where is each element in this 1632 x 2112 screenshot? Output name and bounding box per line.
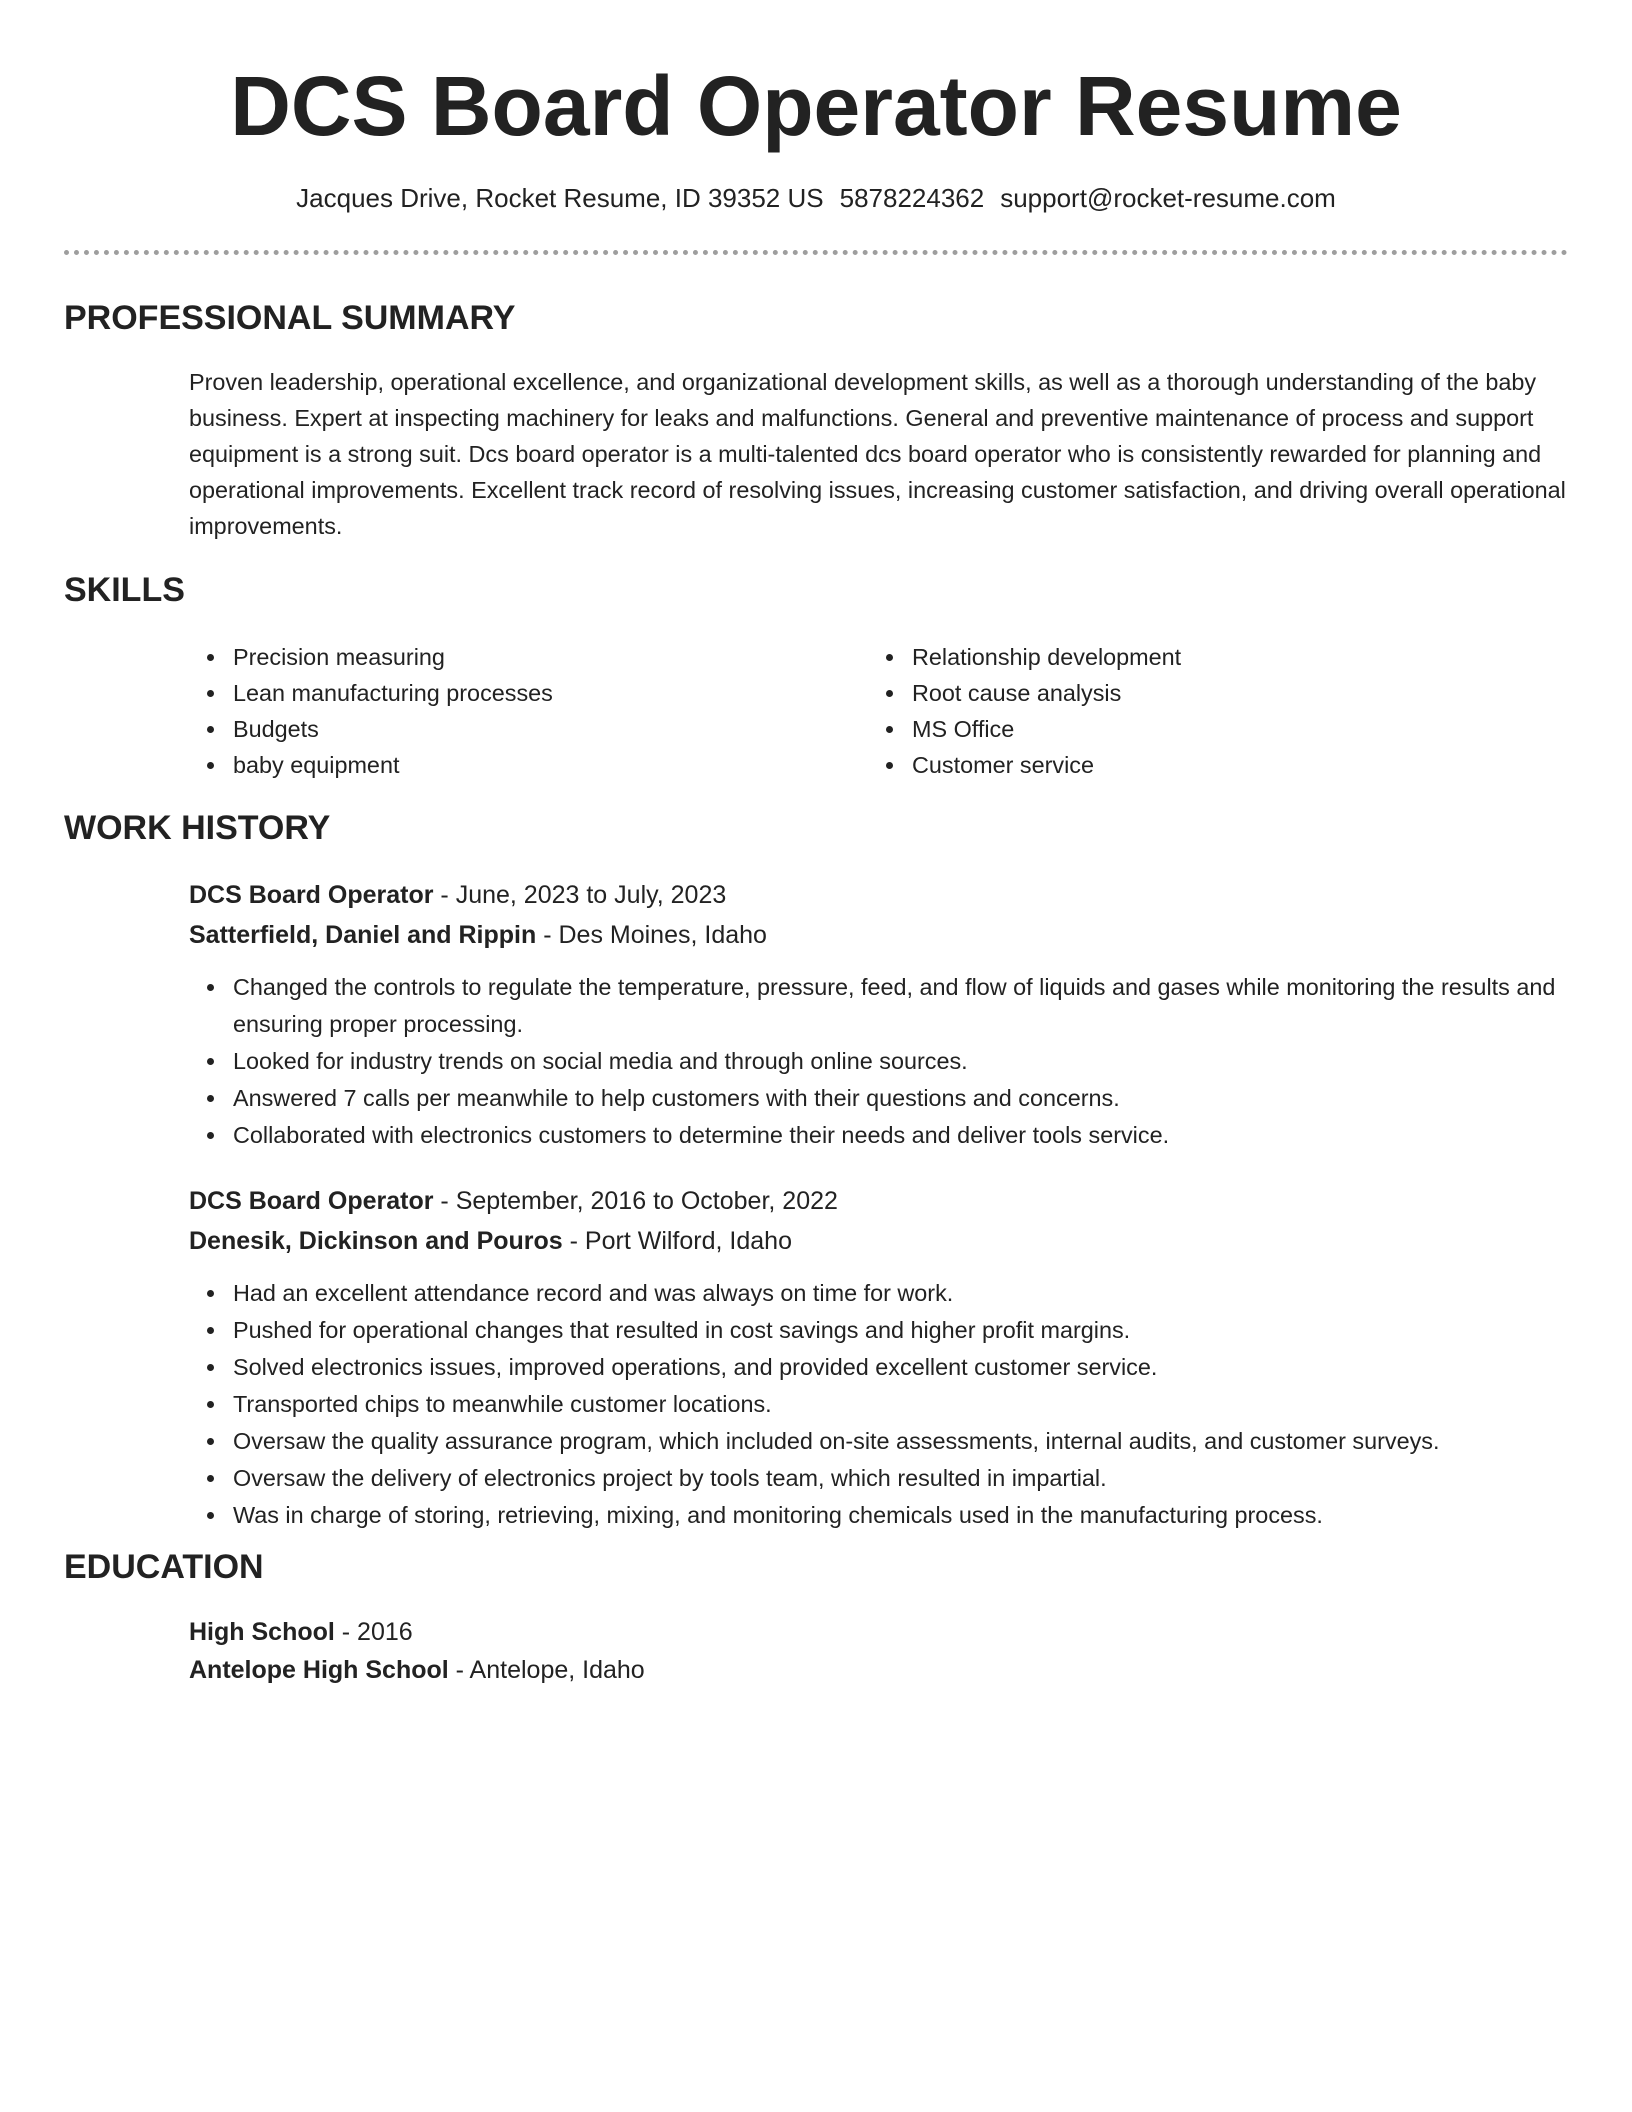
contact-line [0, 180, 1632, 216]
job-bullet: Was in charge of storing, retrieving, mixing, and monitoring chemicals used in the manufacturing process. [189, 1497, 1569, 1534]
resume-title: DCS Board Operator Resume [230, 59, 1402, 153]
skills-heading: SKILLS [64, 571, 185, 609]
summary-text: Proven leadership, operational excellence, and organizational development skills, as well as a thorough understanding of the baby business. Expert at inspecting machinery for leaks and malfunctions. General and preventive maintenance of process and support equipment is a strong suit. Dcs board operator is a multi-talented dcs board operator who is consistently rewarded for planning and operational improvements. Excellent track record of resolving issues, increasing customer satisfaction, and driving overall operational improvements. [189, 369, 1566, 539]
skill-item: Root cause analysis [868, 675, 1488, 711]
skill-item: Precision measuring [189, 639, 809, 675]
education-school-line [189, 1652, 645, 1688]
job-2-company-line [189, 1223, 792, 1259]
job-bullet: Had an excellent attendance record and was always on time for work. [189, 1275, 1569, 1312]
job-1-company: Satterfield, Daniel and Rippin [189, 921, 537, 949]
skills-list-right [868, 639, 1488, 783]
job-1-dates: - June, 2023 to July, 2023 [433, 881, 727, 909]
skill-item: Customer service [868, 747, 1488, 783]
skills-list-left [189, 639, 809, 783]
education-year: - 2016 [334, 1618, 413, 1646]
job-1-bullets [189, 969, 1569, 1154]
job-2-bullets [189, 1275, 1569, 1534]
skill-item: Lean manufacturing processes [189, 675, 809, 711]
job-bullet: Pushed for operational changes that resulted in cost savings and higher profit margins. [189, 1312, 1569, 1349]
contact-email: support@rocket-resume.com [1000, 183, 1336, 213]
skill-item: MS Office [868, 711, 1488, 747]
job-bullet: Transported chips to meanwhile customer locations. [189, 1386, 1569, 1423]
job-2-title-line [189, 1183, 838, 1219]
job-1-location: - Des Moines, Idaho [536, 921, 767, 949]
skill-item: Relationship development [868, 639, 1488, 675]
job-bullet: Answered 7 calls per meanwhile to help customers with their questions and concerns. [189, 1080, 1569, 1117]
job-bullet: Collaborated with electronics customers to determine their needs and deliver tools service. [189, 1117, 1569, 1154]
education-degree-line [189, 1614, 413, 1650]
job-1-title: DCS Board Operator [189, 881, 434, 909]
education-school: Antelope High School [189, 1656, 449, 1684]
job-1-company-line [189, 917, 767, 953]
job-1-title-line [189, 877, 726, 913]
summary-heading: PROFESSIONAL SUMMARY [64, 299, 516, 337]
job-bullet: Looked for industry trends on social media and through online sources. [189, 1043, 1569, 1080]
education-location: - Antelope, Idaho [448, 1656, 645, 1684]
job-2-title: DCS Board Operator [189, 1187, 434, 1215]
contact-phone: 5878224362 [839, 183, 985, 213]
contact-address: Jacques Drive, Rocket Resume, ID 39352 US [296, 183, 824, 213]
job-2-dates: - September, 2016 to October, 2022 [433, 1187, 838, 1215]
job-bullet: Changed the controls to regulate the temperature, pressure, feed, and flow of liquids and gases while monitoring the results and ensuring proper processing. [189, 969, 1569, 1043]
work-history-heading: WORK HISTORY [64, 809, 331, 847]
education-degree: High School [189, 1618, 335, 1646]
skill-item: baby equipment [189, 747, 809, 783]
job-2-location: - Port Wilford, Idaho [562, 1227, 792, 1255]
job-2-company: Denesik, Dickinson and Pouros [189, 1227, 563, 1255]
job-bullet: Oversaw the quality assurance program, which included on-site assessments, internal audits, and customer surveys. [189, 1423, 1569, 1460]
skill-item: Budgets [189, 711, 809, 747]
job-bullet: Solved electronics issues, improved operations, and provided excellent customer service. [189, 1349, 1569, 1386]
header-divider [64, 250, 1568, 255]
education-heading: EDUCATION [64, 1548, 264, 1586]
job-bullet: Oversaw the delivery of electronics project by tools team, which resulted in impartial. [189, 1460, 1569, 1497]
